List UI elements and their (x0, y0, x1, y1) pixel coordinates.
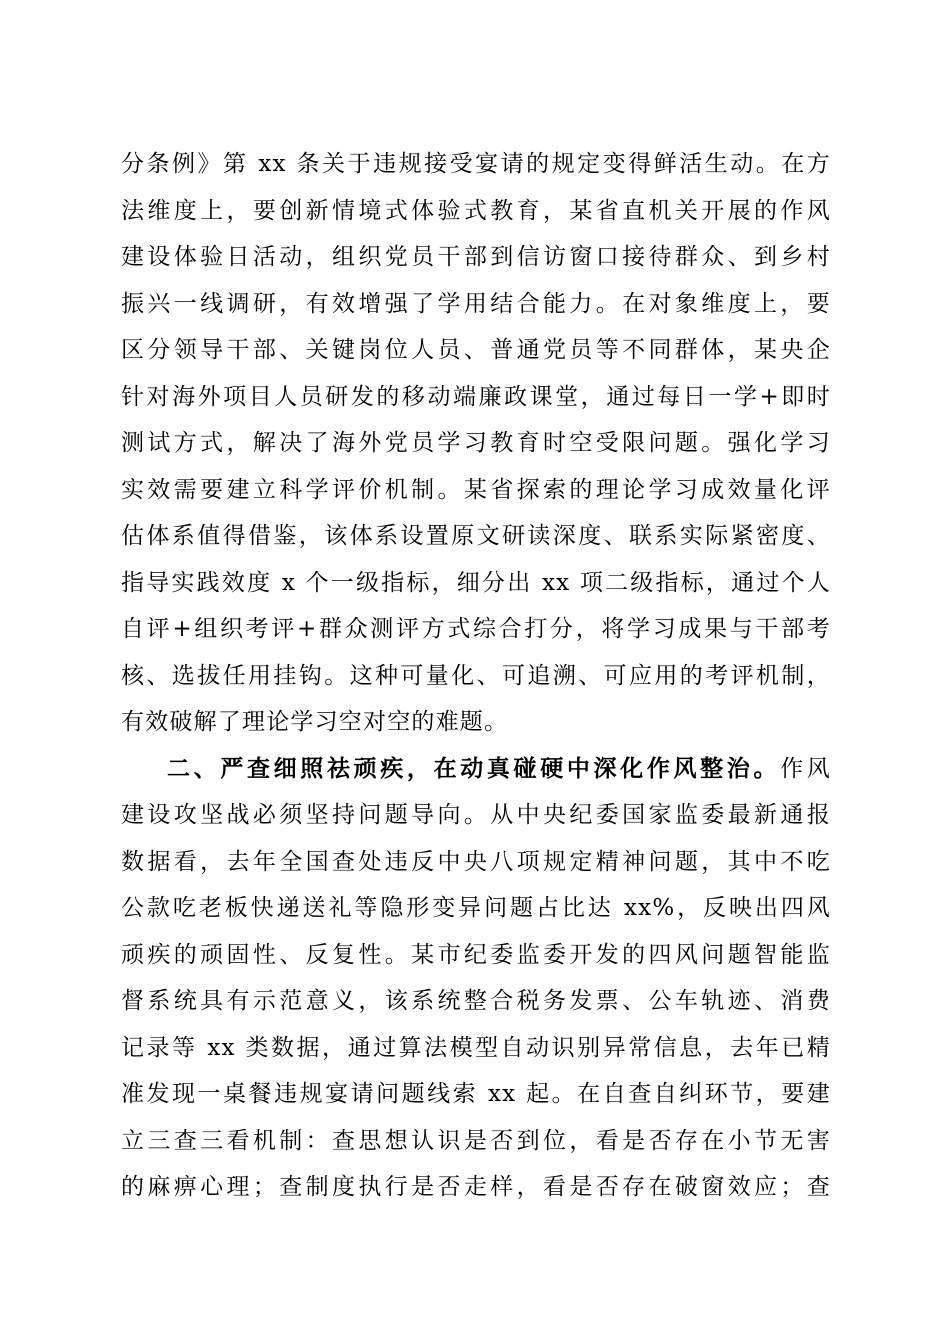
text-line: 测试方式，解决了海外党员学习教育时空受限问题。强化学习 (121, 430, 831, 456)
text-line: 顽疾的顽固性、反复性。某市纪委监委开发的四风问题智能监 (121, 941, 831, 968)
text-line: 分条例》第 xx 条关于违规接受宴请的规定变得鲜活生动。在方 (121, 151, 831, 177)
text-line: 核、选拔任用挂钩。这种可量化、可追溯、可应用的考评机制， (121, 662, 831, 689)
text-line: 公款吃老板快递送礼等隐形变异问题占比达 xx%，反映出四风 (121, 895, 831, 921)
text-line: 实效需要建立科学评价机制。某省探索的理论学习成效量化评 (121, 476, 831, 503)
text-line: 指导实践效度 x 个一级指标，细分出 xx 项二级指标，通过个人 (121, 569, 831, 596)
text-line: 立三查三看机制：查思想认识是否到位，看是否存在小节无害 (121, 1127, 831, 1154)
text-line: 估体系值得借鉴，该体系设置原文研读深度、联系实际紧密度、 (121, 523, 831, 549)
heading-line-rest: 作风 (780, 755, 831, 782)
body-text (121, 141, 831, 1211)
text-line: 区分领导干部、关键岗位人员、普通党员等不同群体，某央企 (121, 337, 831, 363)
paragraph-1 (121, 141, 831, 746)
section-heading-line (121, 746, 831, 793)
text-line: 振兴一线调研，有效增强了学用结合能力。在对象维度上，要 (121, 290, 831, 317)
text-line: 建设攻坚战必须坚持问题导向。从中央纪委国家监委最新通报 (121, 802, 831, 828)
text-line: 法维度上，要创新情境式体验式教育，某省直机关开展的作风 (121, 197, 831, 224)
text-line: 的麻痹心理；查制度执行是否走样，看是否存在破窗效应；查 (121, 1174, 831, 1200)
text-line: 针对海外项目人员研发的移动端廉政课堂，通过每日一学+即时 (121, 383, 831, 410)
text-line: 督系统具有示范意义，该系统整合税务发票、公车轨迹、消费 (121, 988, 831, 1014)
text-line: 准发现一桌餐违规宴请问题线索 xx 起。在自查自纠环节，要建 (121, 1081, 831, 1107)
text-line: 自评+组织考评+群众测评方式综合打分，将学习成果与干部考 (121, 616, 831, 642)
text-line: 数据看，去年全国查处违反中央八项规定精神问题，其中不吃 (121, 848, 831, 875)
paragraph-2 (121, 746, 831, 1211)
text-line: 记录等 xx 类数据，通过算法模型自动识别异常信息，去年已精 (121, 1034, 831, 1061)
section-heading: 二、严查细照祛顽疾，在动真碰硬中深化作风整治。 (167, 755, 781, 782)
text-line: 建设体验日活动，组织党员干部到信访窗口接待群众、到乡村 (121, 244, 831, 270)
text-line: 有效破解了理论学习空对空的难题。 (121, 709, 509, 735)
